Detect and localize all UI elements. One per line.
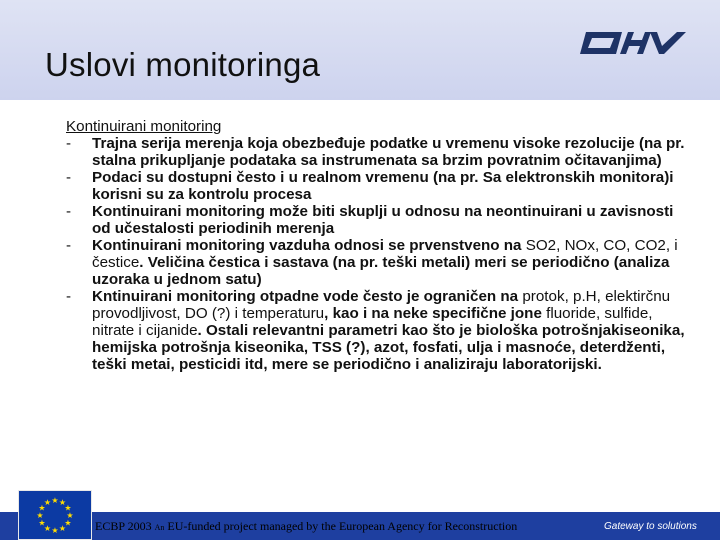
list-item	[66, 203, 691, 237]
eu-star-icon: ★	[36, 511, 44, 520]
list-dash: -	[66, 288, 72, 305]
list-item-text-normal: fluoride, sulfide, nitrate i cijanide	[92, 305, 653, 339]
eu-flag	[18, 490, 92, 540]
list-item-text: Podaci su dostupni često i u realnom vremenu (na pr. Sa elektronskih monitora)i korisni su za kontrolu procesa	[92, 169, 674, 203]
list-dash: -	[66, 203, 72, 220]
slide-title: Uslovi monitoringa	[45, 46, 321, 83]
list-item-text: Kntinuirani monitoring otpadne vode često je ograničen na	[92, 288, 519, 305]
list-item-text-normal: SO2, NOx, CO, CO2, i čestice	[92, 237, 678, 271]
list-dash: -	[66, 169, 72, 186]
list-item-text: , kao i na neke specifične jone	[324, 305, 542, 322]
footer-credit	[95, 519, 517, 534]
list-dash: -	[66, 135, 72, 152]
list-item-text: Kontinuirani monitoring vazduha odnosi se prvenstveno na	[92, 237, 522, 254]
eu-star-icon: ★	[66, 511, 74, 520]
list-item	[66, 169, 691, 203]
footer-credit-part: EU-funded project managed by the European Agency for Reconstruction	[164, 519, 518, 533]
ohv-logo	[580, 28, 690, 58]
eu-star-icon: ★	[51, 496, 59, 505]
list-item-text: . Veličina čestica i sastava (na pr. teški metali) meri se periodično (analiza uzoraka u jednom satu)	[92, 254, 670, 288]
list-item-text: . Ostali relevantni parametri kao što je biološka potrošnjakiseonika, hemijska potrošnja kiseonika, TSS (?), azot, fosfati, ulja i masnoće, deterdženti, teški metai, pesticidi itd, mere se periodično i analiziraju laboratorijski.	[92, 322, 685, 373]
eu-star-icon: ★	[38, 503, 46, 513]
eu-star-icon: ★	[58, 498, 67, 508]
list-item	[66, 288, 691, 373]
eu-flag-stars	[19, 491, 91, 539]
footer-tagline: Gateway to solutions	[604, 521, 697, 532]
list-item	[66, 237, 691, 288]
eu-star-icon: ★	[43, 523, 52, 533]
footer-credit-separator: An	[154, 523, 165, 532]
list-item-text-normal: protok, p.H, elektirčnu provodljivost, DO (?) i temperaturu	[92, 288, 671, 322]
slide-body	[66, 118, 691, 373]
footer-credit-part: ECBP 2003	[95, 519, 155, 533]
list-item-text: Kontinuirani monitoring može biti skuplji u odnosu na neontinuirani u zavisnosti od učestalosti periodinih merenja	[92, 203, 674, 237]
eu-star-icon: ★	[58, 523, 67, 533]
list-item	[66, 135, 691, 169]
list-item-text: Trajna serija merenja koja obezbeđuje podatke u vremenu visoke rezolucije (na pr. stalna prikupljanje podataka sa instrumenata sa brzim povratnim očitavanjima)	[92, 135, 685, 169]
eu-star-icon: ★	[64, 518, 72, 528]
eu-star-icon: ★	[64, 503, 72, 513]
eu-star-icon: ★	[43, 498, 52, 508]
eu-star-icon: ★	[38, 518, 46, 528]
eu-star-icon: ★	[51, 526, 59, 535]
list-dash: -	[66, 237, 72, 254]
section-heading: Kontinuirani monitoring	[66, 118, 222, 135]
